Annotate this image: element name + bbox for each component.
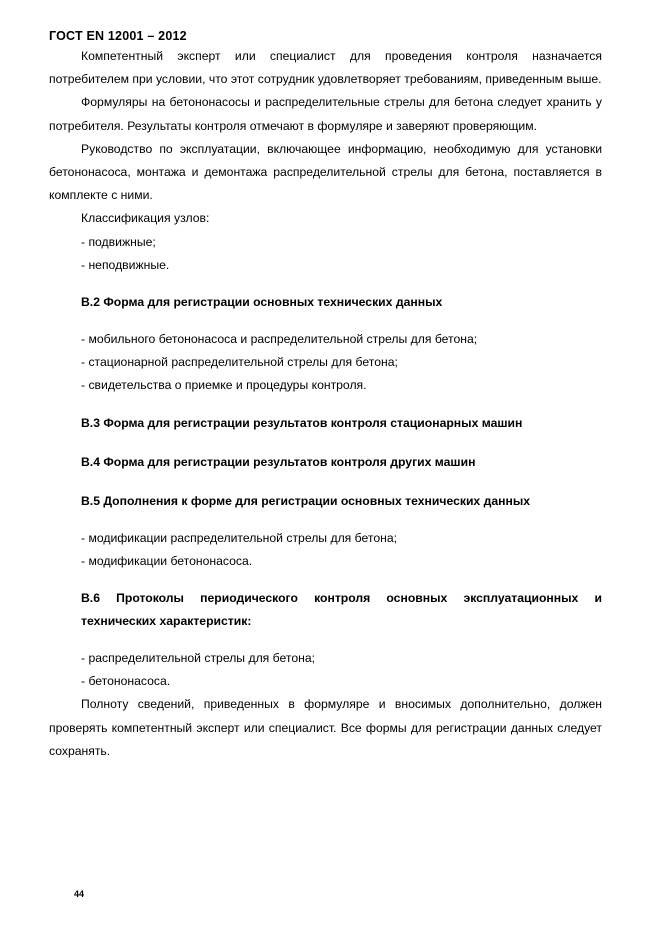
page-header: ГОСТ EN 12001 – 2012 — [49, 29, 187, 43]
paragraph: Классификация узлов: — [81, 211, 210, 226]
section-heading-b3: В.3 Форма для регистрации результатов контроля стационарных машин — [81, 415, 523, 430]
list-item: - стационарной распределительной стрелы для бетона; — [81, 355, 398, 370]
paragraph: Полноту сведений, приведенных в формуляре и вносимых дополнительно, должен проверять компетентный эксперт или специалист. Все формы для регистрации данных следует сохранять. — [49, 697, 602, 758]
section-heading-b2: В.2 Форма для регистрации основных технических данных — [81, 295, 443, 310]
paragraph: Компетентный эксперт или специалист для проведения контроля назначается потребителем при условии, что этот сотрудник удовлетворяет требованиям, приведенным выше. — [49, 49, 602, 87]
list-item: - неподвижные. — [81, 257, 170, 272]
list-item: - бетононасоса. — [81, 674, 171, 689]
list-item: - мобильного бетононасоса и распределительной стрелы для бетона; — [81, 332, 478, 347]
section-heading-b5: В.5 Дополнения к форме для регистрации основных технических данных — [81, 493, 531, 508]
list-item: - модификации распределительной стрелы для бетона; — [81, 530, 397, 545]
paragraph: Руководство по эксплуатации, включающее информацию, необходимую для установки бетононасоса, монтажа и демонтажа распределительной стрелы для бетона, поставляется в комплекте с ними. — [49, 141, 602, 203]
paragraph: Формуляры на бетононасосы и распределительные стрелы для бетона следует хранить у потребителя. Результаты контроля отмечают в формуляре и заверяют проверяющим. — [49, 95, 602, 133]
list-item: - подвижные; — [81, 234, 156, 249]
list-item: - распределительной стрелы для бетона; — [81, 651, 315, 666]
page-body — [49, 45, 602, 763]
list-item: - модификации бетононасоса. — [81, 553, 253, 568]
section-heading-b4: В.4 Форма для регистрации результатов контроля других машин — [81, 454, 476, 469]
page-number: 44 — [74, 889, 85, 899]
section-heading-b6: В.6 Протоколы периодического контроля основных эксплуатационных и технических характеристик: — [81, 591, 602, 629]
list-item: - свидетельства о приемке и процедуры контроля. — [81, 378, 367, 393]
